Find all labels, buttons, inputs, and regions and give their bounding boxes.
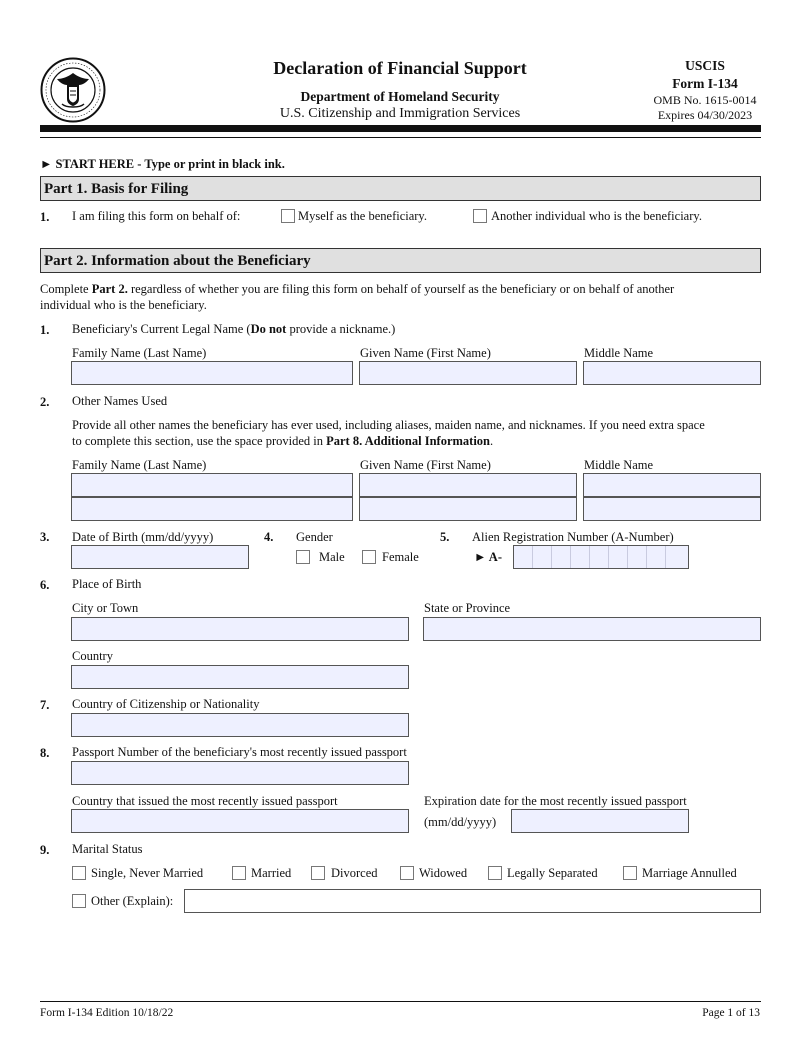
other-status-checkbox[interactable] <box>72 894 86 908</box>
myself-label: Myself as the beneficiary. <box>298 209 427 223</box>
female-label: Female <box>382 550 419 564</box>
dob-label: Date of Birth (mm/dd/yyyy) <box>72 530 214 544</box>
passport-number-input[interactable] <box>71 761 409 785</box>
expiration-date-input[interactable] <box>511 809 689 833</box>
a-number-input[interactable] <box>513 545 689 569</box>
dob-input[interactable] <box>71 545 249 569</box>
family-name-input[interactable] <box>71 361 353 385</box>
married-checkbox[interactable] <box>232 866 246 880</box>
a-number-divider <box>665 546 666 568</box>
start-here: ► START HERE - Type or print in black ink. <box>40 157 285 171</box>
p2-q6-number: 6. <box>40 578 50 592</box>
single-checkbox[interactable] <box>72 866 86 880</box>
city-label: City or Town <box>72 601 139 615</box>
p2-q2-desc-line2: to complete this section, use the space provided in Part 8. Additional Information. <box>72 434 494 448</box>
passport-country-input[interactable] <box>71 809 409 833</box>
citizenship-input[interactable] <box>71 713 409 737</box>
city-input[interactable] <box>71 617 409 641</box>
a-number-divider <box>627 546 628 568</box>
other-given-name-label: Given Name (First Name) <box>360 458 491 472</box>
female-checkbox[interactable] <box>362 550 376 564</box>
given-name-input[interactable] <box>359 361 577 385</box>
expiration: Expires 04/30/2023 <box>657 108 753 122</box>
form-number: Form I-134 <box>672 76 738 91</box>
p2-q1-label: Beneficiary's Current Legal Name (Do not provide a nickname.) <box>72 322 396 336</box>
header-rule-thick <box>40 125 761 132</box>
other-status-label: Other (Explain): <box>91 894 174 908</box>
p2-q2-desc: Provide all other names the beneficiary has ever used, including aliases, maiden name, and nicknames. If you need extra space <box>72 418 705 432</box>
expiration-date-format: (mm/dd/yyyy) <box>424 815 497 829</box>
part2-intro-line2: individual who is the beneficiary. <box>40 298 207 312</box>
uscis-label: USCIS <box>685 58 725 73</box>
header-rule-thin <box>40 137 761 138</box>
a-number-divider <box>646 546 647 568</box>
other-middle-name-input-2[interactable] <box>583 497 761 521</box>
marital-status-label: Marital Status <box>72 842 143 856</box>
state-input[interactable] <box>423 617 761 641</box>
middle-name-label: Middle Name <box>584 346 654 360</box>
p2-q8-number: 8. <box>40 746 50 760</box>
a-number-divider <box>551 546 552 568</box>
p2-q5-number: 5. <box>440 530 450 544</box>
annulled-checkbox[interactable] <box>623 866 637 880</box>
a-number-label: Alien Registration Number (A-Number) <box>472 530 674 544</box>
other-middle-name-input-1[interactable] <box>583 473 761 497</box>
married-label: Married <box>251 866 292 880</box>
single-label: Single, Never Married <box>91 866 204 880</box>
other-family-name-input-1[interactable] <box>71 473 353 497</box>
divorced-checkbox[interactable] <box>311 866 325 880</box>
widowed-label: Widowed <box>419 866 468 880</box>
annulled-label: Marriage Annulled <box>642 866 737 880</box>
part1-header: Part 1. Basis for Filing <box>40 176 761 201</box>
gender-label: Gender <box>296 530 333 544</box>
other-status-input[interactable] <box>184 889 761 913</box>
p2-q1-number: 1. <box>40 323 50 337</box>
form-title: Declaration of Financial Support <box>273 58 527 78</box>
other-given-name-input-1[interactable] <box>359 473 577 497</box>
passport-number-label: Passport Number of the beneficiary's most recently issued passport <box>72 745 407 759</box>
expiration-date-label: Expiration date for the most recently issued passport <box>424 794 687 808</box>
separated-label: Legally Separated <box>507 866 598 880</box>
male-checkbox[interactable] <box>296 550 310 564</box>
another-checkbox[interactable] <box>473 209 487 223</box>
other-middle-name-label: Middle Name <box>584 458 654 472</box>
p2-q3-number: 3. <box>40 530 50 544</box>
p2-q7-number: 7. <box>40 698 50 712</box>
passport-country-label: Country that issued the most recently issued passport <box>72 794 338 808</box>
widowed-checkbox[interactable] <box>400 866 414 880</box>
footer-page-number: Page 1 of 13 <box>702 1007 760 1019</box>
a-number-divider <box>532 546 533 568</box>
p2-q2-number: 2. <box>40 395 50 409</box>
a-number-divider <box>589 546 590 568</box>
citizenship-label: Country of Citizenship or Nationality <box>72 697 260 711</box>
given-name-label: Given Name (First Name) <box>360 346 491 360</box>
other-family-name-input-2[interactable] <box>71 497 353 521</box>
a-number-prefix: ► A- <box>474 550 502 564</box>
state-label: State or Province <box>424 601 511 615</box>
department-name: Department of Homeland Security <box>300 89 500 104</box>
country-label: Country <box>72 649 113 663</box>
footer-edition: Form I-134 Edition 10/18/22 <box>40 1007 174 1019</box>
agency-name: U.S. Citizenship and Immigration Services <box>279 106 521 121</box>
myself-checkbox[interactable] <box>281 209 295 223</box>
divorced-label: Divorced <box>331 866 378 880</box>
a-number-divider <box>608 546 609 568</box>
p1-q1-number: 1. <box>40 210 50 224</box>
separated-checkbox[interactable] <box>488 866 502 880</box>
p2-q4-number: 4. <box>264 530 274 544</box>
other-family-name-label: Family Name (Last Name) <box>72 458 207 472</box>
dhs-seal-icon <box>40 57 106 123</box>
country-input[interactable] <box>71 665 409 689</box>
another-label: Another individual who is the beneficiary. <box>491 209 702 223</box>
part2-header: Part 2. Information about the Beneficiary <box>40 248 761 273</box>
footer-rule <box>40 1001 761 1002</box>
a-number-divider <box>570 546 571 568</box>
other-given-name-input-2[interactable] <box>359 497 577 521</box>
middle-name-input[interactable] <box>583 361 761 385</box>
part2-intro: Complete Part 2. regardless of whether you are filing this form on behalf of yourself as the beneficiary or on behalf of another <box>40 282 675 296</box>
p2-q2-label: Other Names Used <box>72 394 168 408</box>
male-label: Male <box>319 550 345 564</box>
p1-q1-label: I am filing this form on behalf of: <box>72 209 241 223</box>
omb-number: OMB No. 1615-0014 <box>653 93 757 107</box>
p2-q9-number: 9. <box>40 843 50 857</box>
place-of-birth-label: Place of Birth <box>72 577 142 591</box>
family-name-label: Family Name (Last Name) <box>72 346 207 360</box>
